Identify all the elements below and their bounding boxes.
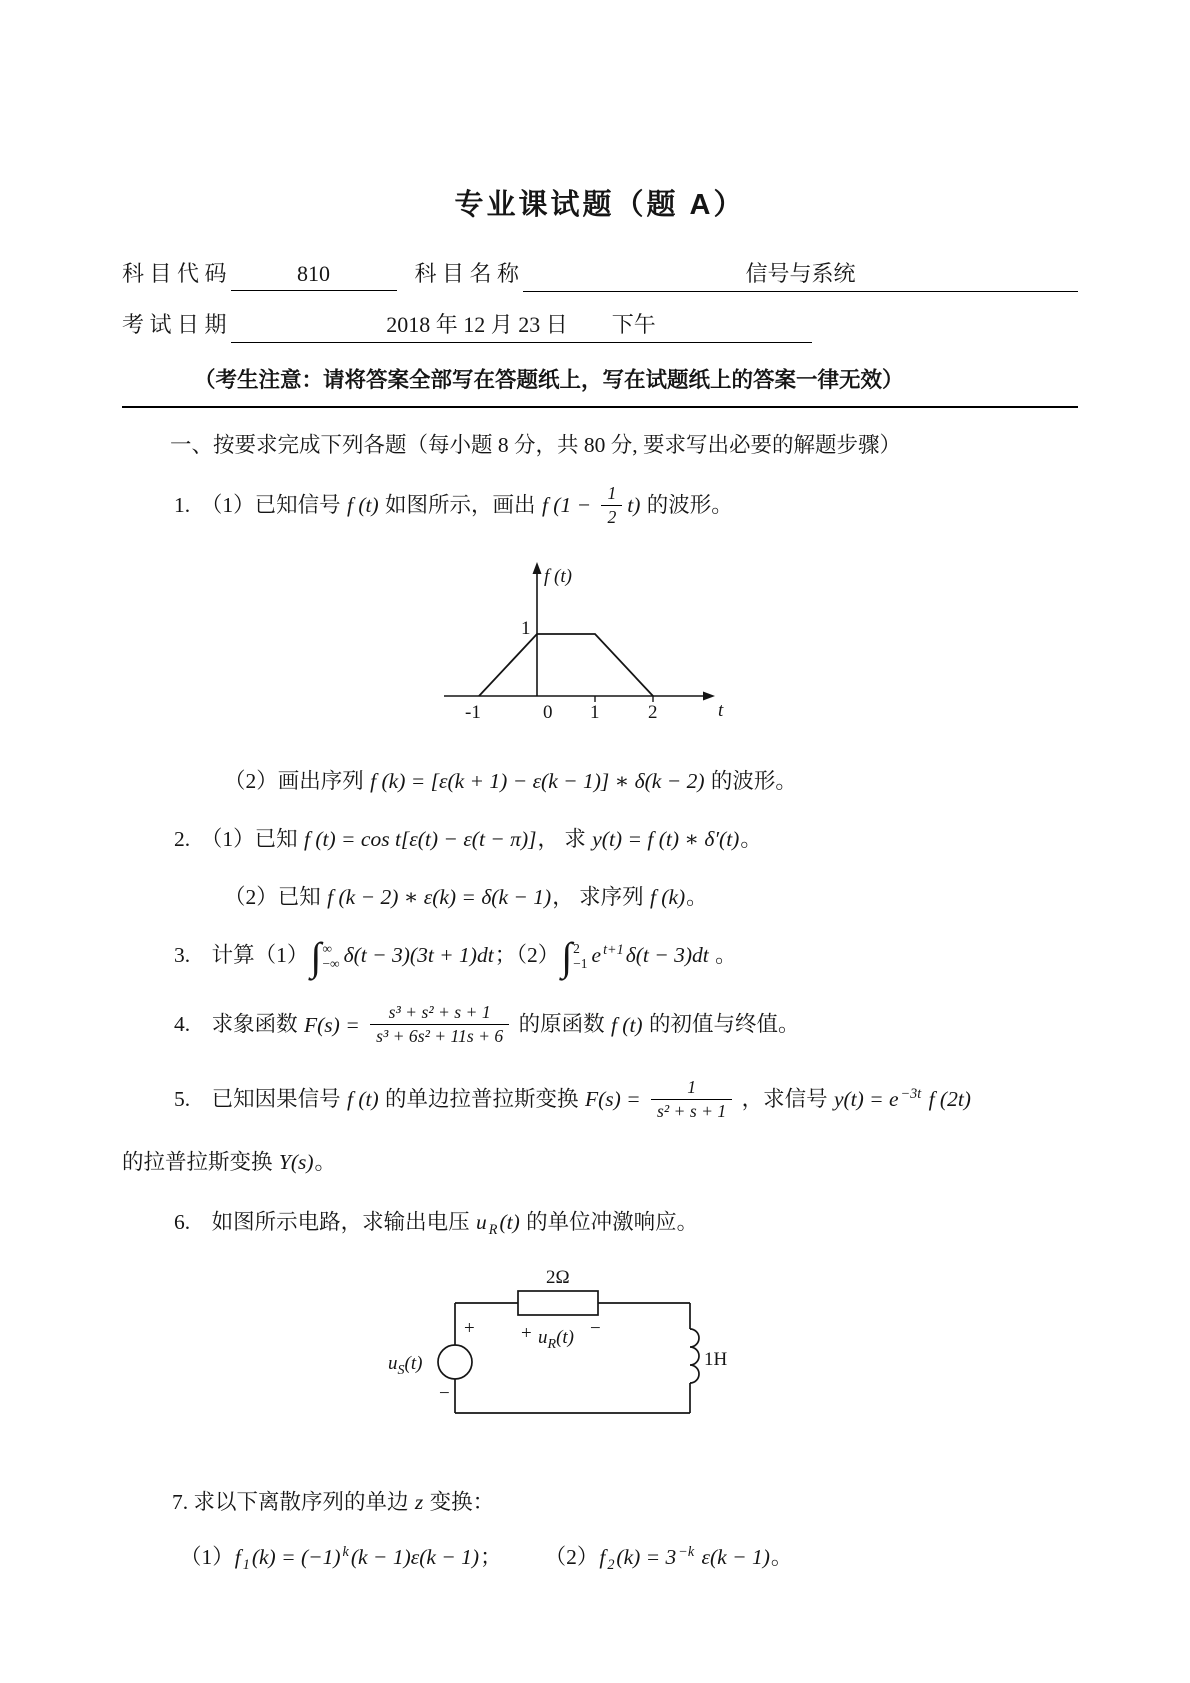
- question-2-part-1: 2. （1）已知 f (t) = cos t[ε(t) − ε(t − π)]， 求 y(t) = f (t) ∗ δ′(t)。: [174, 826, 762, 851]
- question-4: 4. 求象函数 F(s) = $\frac{\text{s³ + s² + s + 1}}{\text{s³ + 6s² + 11s + 6}}$ 的原函数 f (t) 的初值与终值。: [174, 1002, 800, 1047]
- subject-name-label: 科 目 名 称: [414, 261, 520, 286]
- us-argument: (t): [404, 1353, 423, 1375]
- ur-symbol: u: [538, 1327, 548, 1349]
- us-symbol: u: [388, 1353, 398, 1375]
- waveform-figure: [122, 546, 1078, 739]
- us-subscript: S: [397, 1363, 405, 1379]
- graph-tick-1: 1: [590, 701, 600, 723]
- graph-tick-0: 0: [543, 701, 553, 723]
- ur-label: [538, 1327, 574, 1352]
- ur-subscript: R: [547, 1337, 557, 1353]
- ur-argument: (t): [556, 1327, 574, 1349]
- subject-code-value: 810: [231, 261, 397, 291]
- trapezoid-waveform: [479, 634, 653, 696]
- page-title: 专业课试题（题 A）: [454, 189, 746, 221]
- question-1-part-1: 1. （1）已知信号 f (t) 如图所示，画出 f (1 − $\frac{1}{2}$ t) 的波形。: [174, 483, 733, 527]
- us-label: [388, 1353, 422, 1378]
- circuit-figure: [122, 1261, 1078, 1462]
- subject-code-label: 科 目 代 码: [122, 261, 227, 286]
- graph-xlabel: t: [718, 699, 724, 721]
- y-axis-arrow: [533, 562, 542, 574]
- header-row-date: [122, 308, 1078, 343]
- inductor-label: 1H: [704, 1349, 728, 1371]
- waveform-svg: [402, 546, 742, 734]
- header-row-subject: [122, 257, 1078, 292]
- graph-tick-minus1: -1: [465, 701, 481, 723]
- ur-minus-sign: −: [590, 1318, 601, 1340]
- candidate-notice: （考生注意：请将答案全部写在答题纸上，写在试题纸上的答案一律无效）: [122, 359, 1078, 408]
- exam-date-value: 2018 年 12 月 23 日 下午: [231, 308, 812, 343]
- source-plus-sign: +: [464, 1318, 475, 1340]
- circuit-svg: [360, 1261, 780, 1457]
- question-7: 7. 求以下离散序列的单边 z 变换：: [172, 1490, 495, 1515]
- section-heading: 一、按要求完成下列各题（每小题 8 分，共 80 分, 要求写出必要的解题步骤）: [170, 433, 902, 457]
- question-5-line-1: 5. 已知因果信号 f (t) 的单边拉普拉斯变换 F(s) = $\frac{1}{\text{s² + s + 1}}$ ，求信号 y(t) = e $^{-3t}$ f (2t): [174, 1077, 971, 1121]
- ur-plus-sign: +: [521, 1323, 532, 1345]
- graph-tick-2: 2: [648, 701, 658, 723]
- source-minus-sign: −: [439, 1383, 450, 1405]
- question-6: 6. 如图所示电路，求输出电压 u $_R$(t) 的单位冲激响应。: [174, 1209, 699, 1239]
- graph-ylabel: f (t): [544, 565, 572, 587]
- inductor-symbol: [690, 1329, 699, 1383]
- x-axis-arrow: [703, 691, 715, 700]
- exam-date-label: 考 试 日 期: [122, 312, 227, 337]
- question-1-part-2: （2）画出序列 f (k) = [ε(k + 1) − ε(k − 1)] ∗ δ(k − 2) 的波形。: [224, 768, 797, 793]
- question-5-line-2: 的拉普拉斯变换 Y(s)。: [122, 1149, 337, 1174]
- graph-peak-label: 1: [521, 617, 531, 639]
- question-2-part-2: （2）已知 f (k − 2) ∗ ε(k) = δ(k − 1)， 求序列 f (k)。: [224, 885, 708, 910]
- voltage-source-symbol: [438, 1345, 472, 1379]
- subject-name-value: 信号与系统: [523, 257, 1078, 292]
- question-7-parts: （1）f $_1$(k) = (−1) $^k$(k − 1)ε(k − 1)； （2）f $_2$(k) = 3 $^{-k}$ ε(k − 1)。: [180, 1543, 793, 1573]
- question-3: 3. 计算（1） ∫ ∞ −∞ δ(t − 3)(3t + 1)dt；（2） ∫ 2 −1 e $^{t+1}$δ(t − 3)dt 。: [174, 934, 737, 980]
- resistor-symbol: [518, 1291, 598, 1315]
- resistor-label: 2Ω: [546, 1267, 570, 1289]
